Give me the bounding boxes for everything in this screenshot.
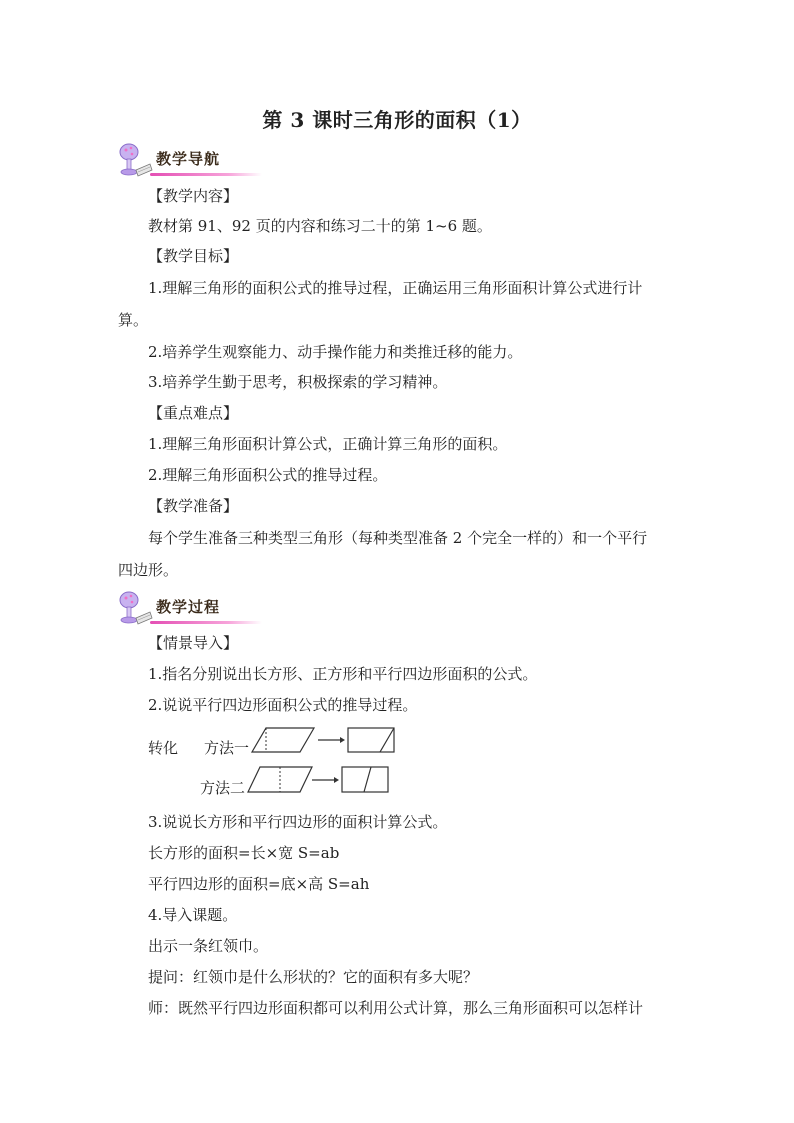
- text-line: 提问：红领巾是什么形状的？它的面积有多大呢？: [148, 968, 479, 986]
- text-line: 四边形。: [118, 561, 179, 579]
- text-line: 1.理解三角形面积计算公式，正确计算三角形的面积。: [148, 435, 508, 453]
- text-line: 平行四边形的面积=底×高 S=ah: [148, 875, 370, 893]
- text-line: 2.培养学生观察能力、动手操作能力和类推迁移的能力。: [148, 343, 523, 361]
- text-line: 师：既然平行四边形面积都可以利用公式计算，那么三角形面积可以怎样计: [148, 999, 644, 1017]
- arrow-head: [340, 737, 345, 743]
- text-line: 长方形的面积=长×宽 S=ab: [148, 844, 340, 862]
- section-underline: [150, 173, 262, 176]
- parallelogram-shape: [252, 728, 314, 752]
- method-1-label: 方法一: [204, 739, 250, 757]
- text-line: 3.培养学生勤于思考，积极探索的学习精神。: [148, 373, 448, 391]
- text-line: 4.导入课题。: [148, 906, 238, 924]
- text-line: 算。: [118, 311, 149, 329]
- text-line: 教材第 91、92 页的内容和练习二十的第 1~6 题。: [148, 217, 492, 235]
- text-line: 1.理解三角形的面积公式的推导过程，正确运用三角形面积计算公式进行计: [148, 279, 643, 297]
- text-line: 2.说说平行四边形面积公式的推导过程。: [148, 696, 418, 714]
- section-header-process: [116, 588, 266, 628]
- text-line: 【重点难点】: [148, 404, 239, 422]
- cut-line: [364, 767, 371, 792]
- method-2-diagram: [246, 765, 396, 795]
- text-line: 出示一条红领巾。: [148, 937, 269, 955]
- text-line: 2.理解三角形面积公式的推导过程。: [148, 466, 388, 484]
- text-line: 1.指名分别说出长方形、正方形和平行四边形面积的公式。: [148, 665, 538, 683]
- text-line: 每个学生准备三种类型三角形（每种类型准备 2 个完全一样的）和一个平行: [148, 529, 648, 547]
- text-line: 3.说说长方形和平行四边形的面积计算公式。: [148, 813, 448, 831]
- section-header-guide: [116, 140, 266, 180]
- method-2-label: 方法二: [200, 779, 246, 797]
- section-underline: [150, 621, 262, 624]
- text-line: 【教学内容】: [148, 187, 239, 205]
- method-1-diagram: [250, 726, 400, 756]
- text-line: 【教学目标】: [148, 247, 239, 265]
- text-line: 【教学准备】: [148, 497, 239, 515]
- page-title: 第 3 课时三角形的面积（1）: [262, 108, 532, 132]
- section-label: 教学导航: [156, 150, 221, 168]
- text-line: 【情景导入】: [148, 634, 239, 652]
- transform-label: 转化: [148, 739, 179, 757]
- arrow-head: [334, 777, 339, 783]
- section-label: 教学过程: [156, 598, 221, 616]
- cut-line: [380, 728, 394, 752]
